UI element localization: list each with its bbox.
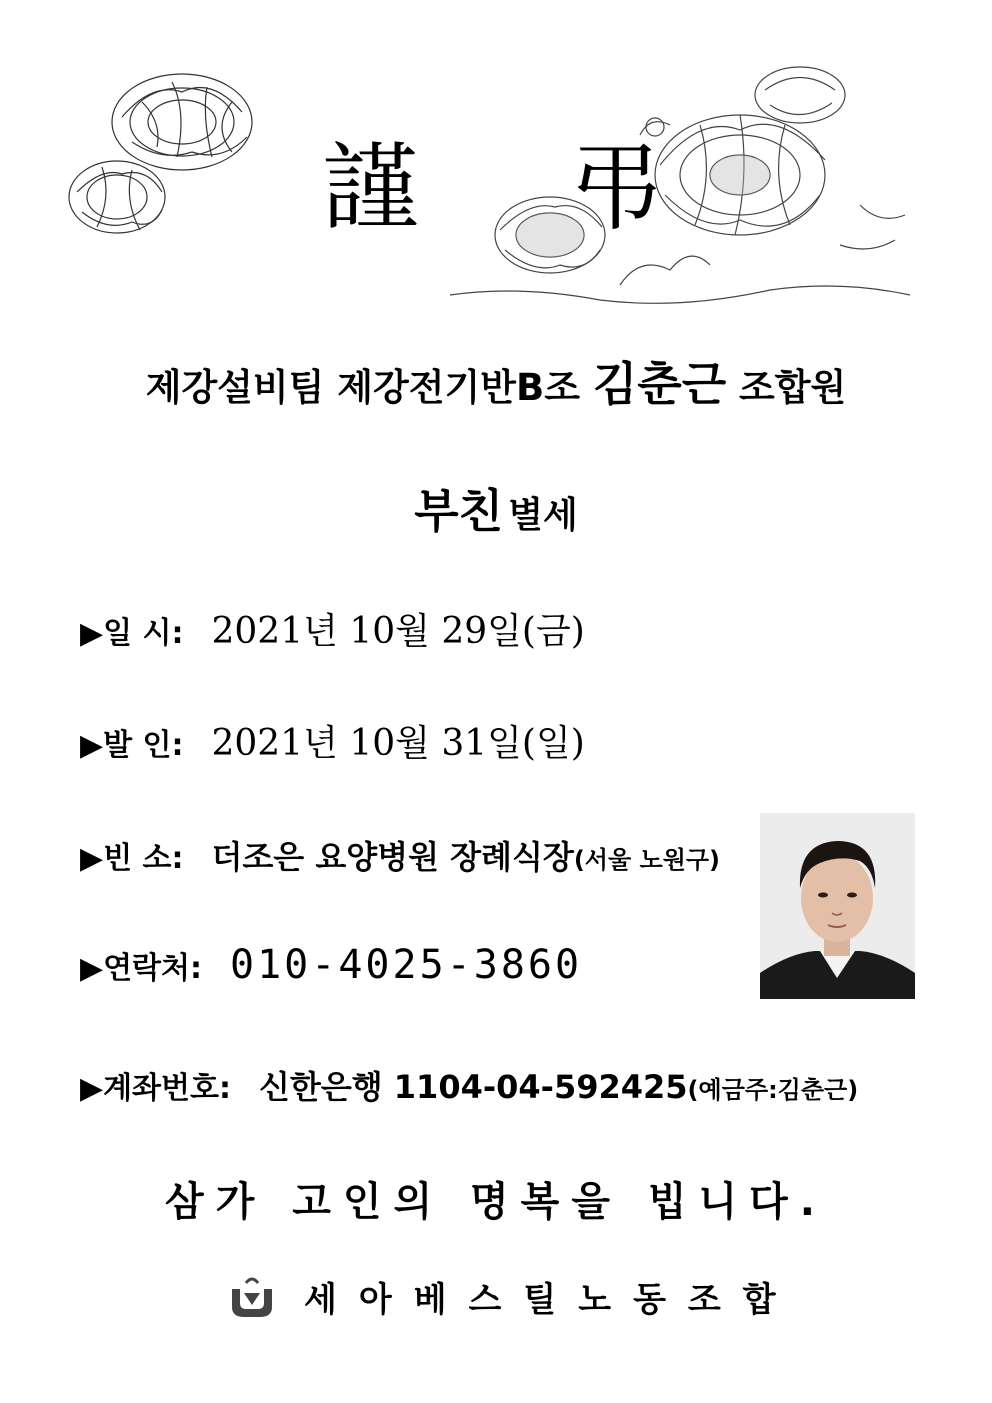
date-value: 2021년 10월 29일(금): [211, 611, 585, 652]
account-row: [80, 1062, 858, 1108]
chrysanthemum-right-illustration: [440, 55, 920, 320]
title-character-right: 弔: [568, 132, 664, 244]
deceased-relation: 부친: [414, 484, 504, 538]
member-name: 김춘근: [592, 357, 727, 411]
bereavement-verb: 별세: [508, 495, 578, 536]
account-label: ▶계좌번호:: [80, 1071, 231, 1106]
bereavement-notice: [0, 475, 992, 541]
union-logo-icon: [228, 1273, 276, 1321]
mortuary-label: ▶빈 소:: [80, 841, 184, 876]
funeral-procession-row: [80, 715, 585, 766]
account-value: 신한은행 1104-04-592425: [259, 1068, 688, 1106]
date-label: ▶일 시:: [80, 616, 184, 651]
member-department: 제강설비팀 제강전기반B조: [145, 366, 580, 409]
condolence-message: 삼가 고인의 명복을 빕니다.: [164, 1179, 827, 1225]
contact-label: ▶연락처:: [80, 951, 203, 986]
contact-phone: 010-4025-3860: [230, 942, 583, 988]
funeral-procession-label: ▶발 인:: [80, 728, 184, 763]
union-name: 세아베스틸노동조합: [304, 1280, 798, 1320]
member-heading: [0, 348, 992, 414]
mortuary-row: [80, 832, 720, 878]
funeral-procession-value: 2021년 10월 31일(일): [211, 723, 585, 764]
union-signature: [228, 1272, 798, 1321]
member-role: 조합원: [739, 366, 847, 409]
mortuary-location-note: (서울 노원구): [573, 846, 721, 874]
portrait-image: [760, 813, 915, 999]
title-character-left: 謹: [322, 132, 418, 244]
mortuary-value: 더조은 요양병원 장례식장: [211, 838, 574, 876]
contact-row: [80, 942, 582, 988]
date-row: [80, 603, 585, 654]
chrysanthemum-left-illustration: [62, 62, 292, 242]
member-photo: [760, 813, 915, 999]
account-holder-note: (예금주:김춘근): [687, 1076, 859, 1104]
